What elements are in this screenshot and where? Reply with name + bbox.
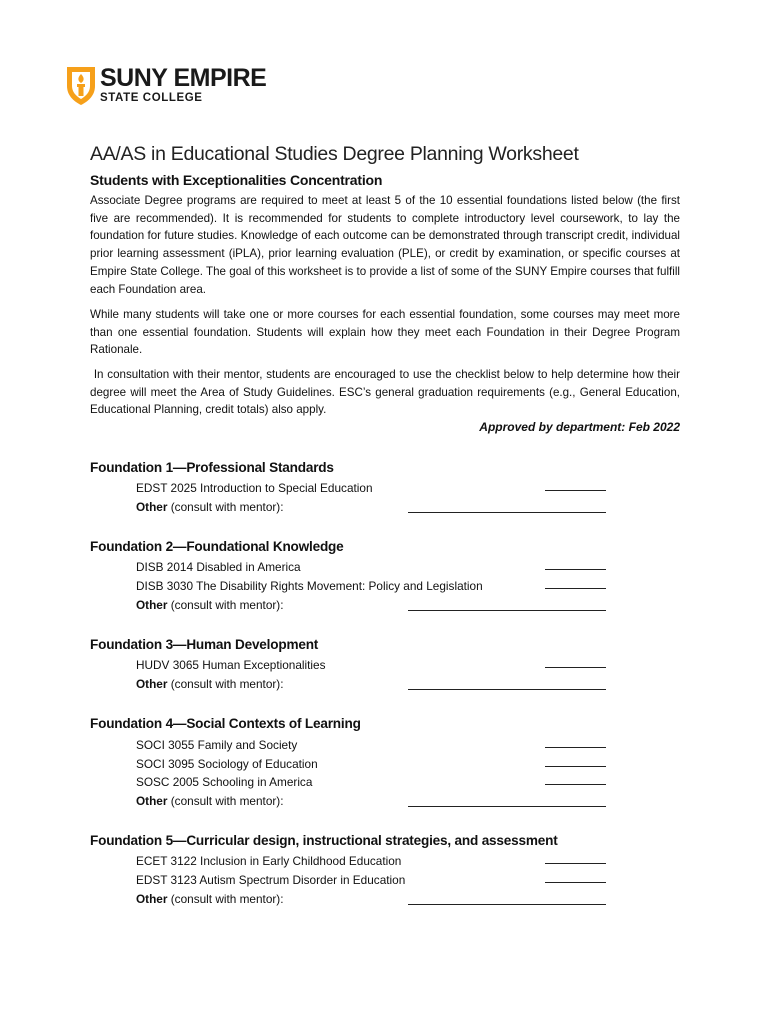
- course-checkoff-blank[interactable]: [545, 588, 606, 589]
- torch-icon: [64, 64, 98, 106]
- course-name: SOCI 3055 Family and Society: [136, 738, 298, 752]
- course-checkoff-blank[interactable]: [545, 490, 606, 491]
- other-row: [136, 598, 606, 617]
- other-row: [136, 677, 606, 696]
- foundation-4-heading: Foundation 4—Social Contexts of Learning: [90, 716, 361, 731]
- foundation-2-heading: Foundation 2—Foundational Knowledge: [90, 539, 344, 554]
- course-name: EDST 3123 Autism Spectrum Disorder in Education: [136, 873, 406, 887]
- course-checkoff-blank[interactable]: [545, 766, 606, 767]
- course-row: [136, 560, 606, 579]
- foundation-3-heading: Foundation 3—Human Development: [90, 637, 319, 652]
- logo-text-suny-empire: SUNY EMPIRE: [100, 64, 267, 92]
- other-label: Other (consult with mentor):: [136, 598, 284, 612]
- approval-note: Approved by department: Feb 2022: [479, 420, 680, 434]
- course-checkoff-blank[interactable]: [545, 882, 606, 883]
- course-name: DISB 3030 The Disability Rights Movement: Policy and Legislation: [136, 579, 483, 593]
- other-label: Other (consult with mentor):: [136, 892, 284, 906]
- intro-paragraph: Associate Degree programs are required to meet at least 5 of the 10 essential foundations listed below (the first five are recommended). It is recommended for students to complete introductory level coursework, to lay the foundation for future studies. Knowledge of each outcome can be demonstrated through transcript credit, individual prior learning assessment (iPLA), prior learning evaluation (PLE), or credit by examination, or specific courses at Empire State College. The goal of this worksheet is to provide a list of some of the SUNY Empire courses that fulfill each Foundation area.: [90, 194, 680, 296]
- other-row: [136, 794, 606, 813]
- course-row: [136, 775, 606, 794]
- other-entry-blank[interactable]: [408, 806, 606, 807]
- other-entry-blank[interactable]: [408, 512, 606, 513]
- course-name: SOSC 2005 Schooling in America: [136, 775, 313, 789]
- course-row: [136, 757, 606, 776]
- course-row: [136, 658, 606, 677]
- logo-text-state-college: STATE COLLEGE: [100, 92, 203, 104]
- other-entry-blank[interactable]: [408, 689, 606, 690]
- course-checkoff-blank[interactable]: [545, 863, 606, 864]
- consultation-paragraph: In consultation with their mentor, students are encouraged to use the checklist below to help determine how their degree will meet the Area of Study Guidelines. ESC’s general graduation requirements (e.g., General Education, Educational Planning, credit totals) also apply.: [90, 368, 684, 417]
- course-name: EDST 2025 Introduction to Special Education: [136, 481, 373, 495]
- course-row: [136, 873, 606, 892]
- course-row: [136, 854, 606, 873]
- course-name: DISB 2014 Disabled in America: [136, 560, 301, 574]
- course-row: [136, 579, 606, 598]
- course-checkoff-blank[interactable]: [545, 569, 606, 570]
- foundations-paragraph: While many students will take one or more courses for each essential foundation, some courses may meet more than one essential foundation. Students will explain how they meet each Foundation in their Degree Program Rationale.: [90, 308, 680, 357]
- course-checkoff-blank[interactable]: [545, 667, 606, 668]
- course-row: [136, 481, 606, 500]
- course-checkoff-blank[interactable]: [545, 747, 606, 748]
- course-row: [136, 738, 606, 757]
- other-label: Other (consult with mentor):: [136, 500, 284, 514]
- page-title: AA/AS in Educational Studies Degree Planning Worksheet: [90, 143, 579, 165]
- page-subtitle: Students with Exceptionalities Concentration: [90, 172, 383, 188]
- other-label: Other (consult with mentor):: [136, 677, 284, 691]
- other-entry-blank[interactable]: [408, 904, 606, 905]
- course-name: HUDV 3065 Human Exceptionalities: [136, 658, 326, 672]
- logo: [64, 64, 274, 108]
- foundation-5-heading: Foundation 5—Curricular design, instructional strategies, and assessment: [90, 833, 558, 848]
- other-label: Other (consult with mentor):: [136, 794, 284, 808]
- course-name: ECET 3122 Inclusion in Early Childhood Education: [136, 854, 402, 868]
- course-checkoff-blank[interactable]: [545, 784, 606, 785]
- other-entry-blank[interactable]: [408, 610, 606, 611]
- other-row: [136, 500, 606, 519]
- other-row: [136, 892, 606, 911]
- course-name: SOCI 3095 Sociology of Education: [136, 757, 318, 771]
- foundation-1-heading: Foundation 1—Professional Standards: [90, 460, 334, 475]
